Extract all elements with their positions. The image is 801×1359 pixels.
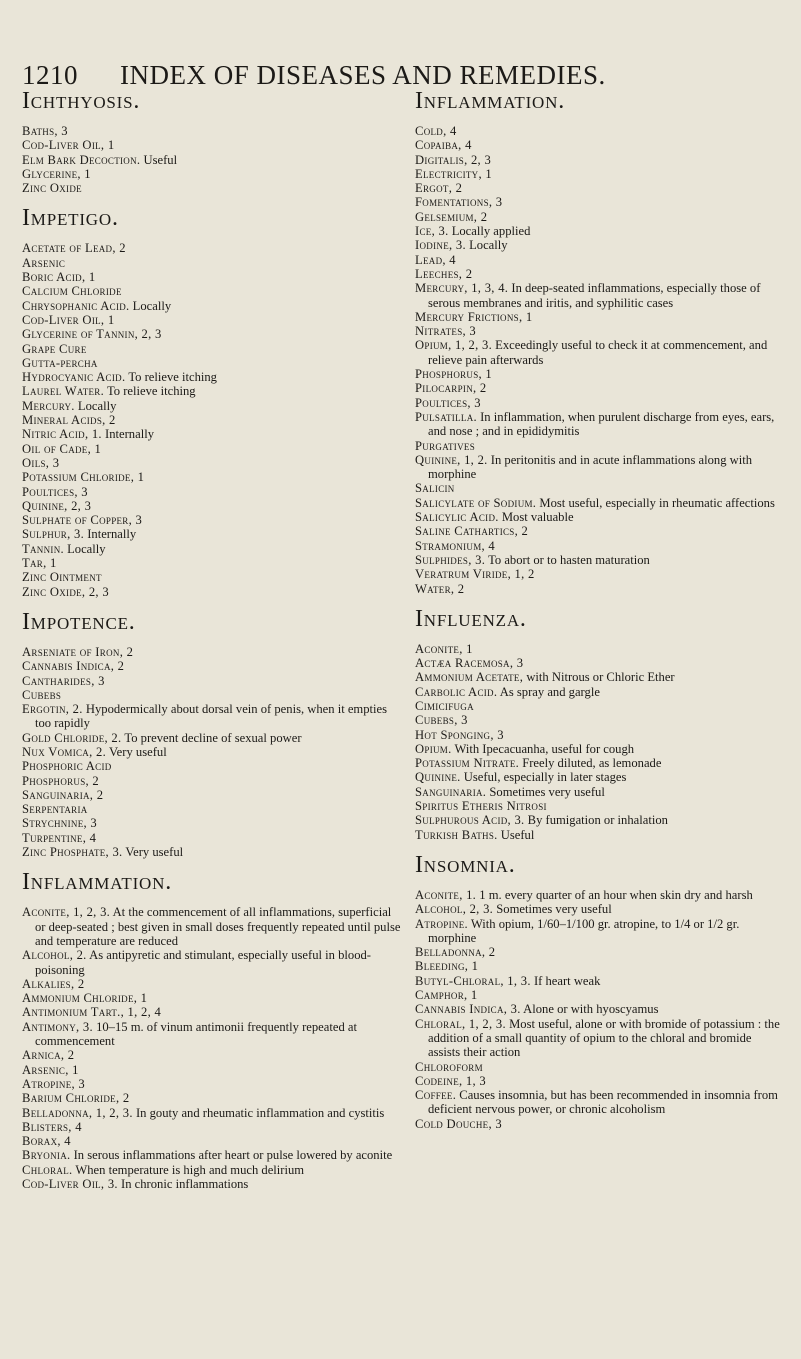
remedy-name: Butyl-Chloral, 1, 3.: [415, 973, 531, 988]
remedy-note: Locally applied: [448, 224, 531, 239]
remedy-name: Salicin: [415, 481, 455, 496]
remedy-name: Electricity, 1: [415, 166, 492, 181]
remedy-name: Bryonia.: [22, 1148, 71, 1163]
remedy-note: 1 m. every quarter of an hour when skin dry and harsh: [476, 887, 753, 902]
remedy-name: Veratrum Viride, 1, 2: [415, 567, 535, 582]
index-entry: [415, 1060, 783, 1074]
index-entry: [415, 917, 783, 946]
index-entry: [22, 556, 402, 570]
index-entry: [22, 688, 402, 702]
index-entry: [22, 1120, 402, 1134]
index-entry: [415, 553, 783, 567]
index-entry: [22, 816, 402, 830]
remedy-name: Cantharides, 3: [22, 673, 105, 688]
section-heading-insomnia: Insomnia.: [415, 851, 516, 878]
index-entry: [415, 324, 783, 338]
remedy-name: Arseniate of Iron, 2: [22, 644, 134, 659]
section-gap: [22, 195, 402, 205]
remedy-name: Cubebs: [22, 687, 62, 702]
remedy-note: As spray and gargle: [497, 684, 600, 699]
remedy-note: Hypodermically about dorsal vein of penis, when it empties too rapidly: [35, 702, 388, 731]
index-entry: [415, 267, 783, 281]
remedy-name: Potassium Chloride, 1: [22, 470, 145, 485]
remedy-note: Causes insomnia, but has been recommended in insomnia from deficient nervous power, or chronic alcoholism: [428, 1088, 778, 1117]
remedy-note: Sometimes very useful: [486, 784, 605, 799]
index-entry: [22, 427, 402, 441]
index-entry: [22, 384, 402, 398]
remedy-name: Turpentine, 4: [22, 830, 97, 845]
index-entry: [22, 513, 402, 527]
index-entry: [22, 327, 402, 341]
remedy-name: Actæa Racemosa, 3: [415, 656, 524, 671]
remedy-name: Cubebs, 3: [415, 713, 468, 728]
remedy-name: Cod-Liver Oil, 1: [22, 312, 115, 327]
remedy-name: Sulphurous Acid, 3.: [415, 813, 525, 828]
remedy-name: Alkalies, 2: [22, 976, 85, 991]
remedy-name: Boric Acid, 1: [22, 270, 96, 285]
index-entry: [415, 728, 783, 742]
index-entry: [415, 567, 783, 581]
index-entry: [22, 948, 402, 977]
index-entry: [415, 742, 783, 756]
remedy-name: Hydrocyanic Acid.: [22, 370, 126, 385]
remedy-name: Cimicifuga: [415, 698, 474, 713]
index-entry: [415, 510, 783, 524]
remedy-note: With Ipecacuanha, useful for cough: [451, 741, 635, 756]
remedy-name: Sanguinaria, 2: [22, 787, 104, 802]
index-entry: [22, 138, 402, 152]
remedy-name: Nitric Acid, 1.: [22, 427, 102, 442]
remedy-name: Ammonium Chloride, 1: [22, 991, 148, 1006]
remedy-name: Atropine.: [415, 916, 468, 931]
index-entry: [22, 831, 402, 845]
remedy-name: Alcohol, 2.: [22, 948, 87, 963]
remedy-name: Salicylate of Sodium.: [415, 495, 537, 510]
index-entry: [22, 659, 402, 673]
remedy-name: Water, 2: [415, 581, 465, 596]
remedy-name: Phosphorus, 1: [415, 367, 493, 382]
remedy-name: Antimony, 3.: [22, 1019, 93, 1034]
remedy-note: Most valuable: [498, 510, 574, 525]
remedy-name: Mercury Frictions, 1: [415, 309, 533, 324]
index-entry: [22, 370, 402, 384]
index-entry: [22, 342, 402, 356]
section-gap: [415, 842, 783, 852]
entry-list: [415, 888, 783, 1131]
remedy-name: Chrysophanic Acid.: [22, 298, 130, 313]
section-heading-inflammation: Inflammation.: [22, 869, 173, 896]
remedy-name: Serpentaria: [22, 802, 88, 817]
remedy-note: Very useful: [122, 845, 184, 860]
remedy-name: Chloral, 1, 2, 3.: [415, 1016, 506, 1031]
section-heading-impetigo: Impetigo.: [22, 205, 119, 232]
index-entry: [22, 1048, 402, 1062]
index-entry: [415, 210, 783, 224]
remedy-name: Antimonium Tart., 1, 2, 4: [22, 1005, 162, 1020]
index-entry: [22, 845, 402, 859]
remedy-note: Locally: [74, 398, 117, 413]
index-entry: [415, 670, 783, 684]
remedy-note: As antipyretic and stimulant, especially useful in blood-poisoning: [35, 948, 371, 977]
remedy-note: If heart weak: [530, 973, 601, 988]
index-entry: [415, 582, 783, 596]
remedy-note: Exceedingly useful to check it at commencement, and relieve pain afterwards: [428, 338, 768, 367]
remedy-name: Calcium Chloride: [22, 284, 122, 299]
remedy-note: Very useful: [106, 744, 167, 759]
remedy-name: Pulsatilla.: [415, 409, 477, 424]
remedy-name: Mercury, 1, 3, 4.: [415, 281, 509, 296]
remedy-name: Laurel Water.: [22, 384, 105, 399]
section-heading-inflammation: Inflammation.: [415, 88, 566, 114]
index-entry: [22, 645, 402, 659]
index-entry: [415, 945, 783, 959]
remedy-name: Zinc Oxide, 2, 3: [22, 584, 109, 599]
remedy-name: Oils, 3: [22, 455, 60, 470]
index-entry: [22, 759, 402, 773]
remedy-name: Strychnine, 3: [22, 816, 97, 831]
index-entry: [415, 813, 783, 827]
index-entry: [22, 788, 402, 802]
remedy-note: In serous inflammations after heart or pulse lowered by aconite: [70, 1148, 393, 1163]
remedy-name: Elm Bark Decoction.: [22, 152, 141, 167]
remedy-name: Leeches, 2: [415, 266, 473, 281]
remedy-name: Quinine, 1, 2.: [415, 452, 488, 467]
index-entry: [415, 713, 783, 727]
remedy-name: Chloroform: [415, 1059, 483, 1074]
index-entry: [415, 439, 783, 453]
remedy-name: Borax, 4: [22, 1134, 71, 1149]
index-entry: [22, 802, 402, 816]
entry-list: [415, 642, 783, 842]
index-entry: [22, 442, 402, 456]
index-entry: [415, 1017, 783, 1060]
index-entry: [22, 542, 402, 556]
remedy-name: Camphor, 1: [415, 988, 478, 1003]
index-entry: [415, 524, 783, 538]
index-entry: [415, 1002, 783, 1016]
index-entry: [22, 270, 402, 284]
index-entry: [415, 756, 783, 770]
remedy-name: Mercury.: [22, 398, 75, 413]
remedy-note: By fumigation or inhalation: [524, 813, 668, 828]
remedy-note: In deep-seated inflammations, especially those of serous membranes and iritis, and syphilitic cases: [428, 281, 761, 310]
index-entry: [22, 167, 402, 181]
remedy-note: with Nitrous or Chloric Ether: [523, 670, 675, 685]
index-entry: [415, 685, 783, 699]
remedy-name: Saline Cathartics, 2: [415, 524, 529, 539]
remedy-name: Gold Chloride, 2.: [22, 730, 122, 745]
remedy-name: Aconite, 1.: [415, 887, 477, 902]
remedy-note: Internally: [101, 427, 154, 442]
index-entry: [22, 585, 402, 599]
remedy-name: Arsenic, 1: [22, 1062, 79, 1077]
remedy-name: Quinine.: [415, 770, 461, 785]
remedy-note: Locally: [465, 238, 508, 253]
remedy-name: Ice, 3.: [415, 224, 449, 239]
section-heading-influenza: Influenza.: [415, 605, 527, 632]
index-entry: [415, 338, 783, 367]
remedy-note: In inflammation, when purulent discharge from eyes, ears, and nose ; and in epididymitis: [428, 409, 775, 439]
remedy-name: Opium, 1, 2, 3.: [415, 338, 493, 353]
remedy-name: Ergotin, 2.: [22, 702, 83, 717]
remedy-note: With opium, 1/60–1/100 gr. atropine, to 1/4 or 1/2 gr. morphine: [428, 916, 740, 945]
remedy-name: Gutta-percha: [22, 355, 98, 370]
remedy-name: Coffee.: [415, 1088, 457, 1103]
index-entry: [415, 1117, 783, 1131]
index-entry: [415, 310, 783, 324]
index-entry: [415, 902, 783, 916]
remedy-note: Alone or with hyoscyamus: [520, 1002, 659, 1017]
remedy-name: Potassium Nitrate.: [415, 756, 520, 771]
index-entry: [415, 642, 783, 656]
index-entry: [415, 281, 783, 310]
index-entry: [415, 453, 783, 482]
remedy-note: To abort or to hasten maturation: [485, 552, 650, 567]
running-header: [0, 58, 801, 92]
index-entry: [22, 991, 402, 1005]
index-entry: [22, 731, 402, 745]
index-entry: [22, 399, 402, 413]
entry-list: [22, 905, 402, 1191]
remedy-note: Most useful, especially in rheumatic affections: [536, 495, 775, 510]
index-entry: [415, 167, 783, 181]
index-entry: [415, 253, 783, 267]
remedy-name: Copaiba, 4: [415, 138, 472, 153]
entry-list: [22, 124, 402, 195]
index-entry: [22, 977, 402, 991]
index-entry: [22, 1063, 402, 1077]
remedy-name: Aconite, 1: [415, 641, 473, 656]
remedy-name: Phosphorus, 2: [22, 773, 100, 788]
remedy-name: Carbolic Acid.: [415, 684, 498, 699]
remedy-name: Oil of Cade, 1: [22, 441, 102, 456]
remedy-note: Freely diluted, as lemonade: [519, 756, 662, 771]
remedy-name: Cannabis Indica, 2: [22, 659, 125, 674]
index-entry: [22, 1077, 402, 1091]
index-entry: [22, 356, 402, 370]
index-entry: [22, 299, 402, 313]
remedy-name: Poultices, 3: [22, 484, 88, 499]
index-entry: [415, 539, 783, 553]
entry-list: [22, 645, 402, 859]
remedy-name: Ergot, 2: [415, 181, 463, 196]
remedy-name: Cod-Liver Oil, 1: [22, 138, 115, 153]
index-entry: [415, 124, 783, 138]
index-entry: [415, 238, 783, 252]
remedy-name: Lead, 4: [415, 252, 456, 267]
index-entry: [22, 241, 402, 255]
remedy-name: Glycerine of Tannin, 2, 3: [22, 327, 162, 342]
left-column: [22, 88, 402, 1191]
index-entry: [22, 470, 402, 484]
remedy-name: Salicylic Acid.: [415, 510, 499, 525]
remedy-name: Arsenic: [22, 255, 66, 270]
remedy-name: Cold Douche, 3: [415, 1116, 502, 1131]
remedy-note: Useful: [140, 152, 178, 167]
remedy-name: Spiritus Etheris Nitrosi: [415, 799, 547, 814]
index-entry: [415, 396, 783, 410]
page-number: 1210: [22, 60, 78, 90]
index-entry: [415, 381, 783, 395]
index-entry: [22, 702, 402, 731]
index-entry: [415, 153, 783, 167]
remedy-note: Locally: [63, 541, 106, 556]
index-entry: [415, 770, 783, 784]
remedy-note: To relieve itching: [125, 370, 217, 385]
section-heading-ichthyosis: Ichthyosis.: [22, 88, 141, 114]
remedy-name: Ammonium Acetate,: [415, 670, 524, 685]
index-entry: [415, 785, 783, 799]
remedy-note: Most useful, alone or with bromide of potassium : the addition of a small quantity of opium to the chloral and bromide assists their action: [428, 1016, 780, 1060]
index-entry: [415, 888, 783, 902]
index-entry: [22, 1020, 402, 1049]
remedy-name: Sulphate of Copper, 3: [22, 513, 143, 528]
remedy-note: When temperature is high and much delirium: [72, 1162, 305, 1177]
remedy-name: Nitrates, 3: [415, 324, 476, 339]
index-entry: [415, 181, 783, 195]
index-entry: [22, 485, 402, 499]
remedy-name: Cod-Liver Oil, 3.: [22, 1177, 118, 1191]
remedy-note: To relieve itching: [104, 384, 196, 399]
index-entry: [415, 828, 783, 842]
index-entry: [22, 256, 402, 270]
index-entry: [415, 699, 783, 713]
index-entry: [22, 745, 402, 759]
remedy-name: Phosphoric Acid: [22, 759, 112, 774]
remedy-name: Fomentations, 3: [415, 195, 503, 210]
remedy-note: At the commencement of all inflammations, superficial or deep-seated ; best given in small doses frequently repeated until pulse and temperature are reduced: [35, 905, 401, 948]
right-column: [415, 88, 783, 1131]
remedy-note: In chronic inflammations: [117, 1177, 249, 1191]
index-entry: [22, 124, 402, 138]
remedy-name: Aconite, 1, 2, 3.: [22, 905, 111, 920]
remedy-name: Zinc Phosphate, 3.: [22, 845, 123, 860]
index-entry: [22, 570, 402, 584]
remedy-name: Zinc Ointment: [22, 570, 102, 585]
index-entry: [415, 195, 783, 209]
index-entry: [22, 1134, 402, 1148]
entry-list: [415, 124, 783, 596]
remedy-name: Tar, 1: [22, 556, 57, 571]
index-entry: [22, 499, 402, 513]
index-entry: [415, 988, 783, 1002]
entry-list: [22, 241, 402, 598]
remedy-name: Alcohol, 2, 3.: [415, 902, 494, 917]
remedy-name: Codeine, 1, 3: [415, 1073, 486, 1088]
remedy-name: Digitalis, 2, 3: [415, 152, 492, 167]
section-gap: [415, 596, 783, 606]
remedy-name: Cold, 4: [415, 124, 457, 138]
index-entry: [415, 799, 783, 813]
remedy-note: In peritonitis and in acute inflammations along with morphine: [428, 452, 753, 482]
index-entry: [22, 1005, 402, 1019]
remedy-name: Zinc Oxide: [22, 181, 82, 196]
remedy-name: Iodine, 3.: [415, 238, 466, 253]
index-entry: [415, 410, 783, 439]
remedy-name: Turkish Baths.: [415, 827, 498, 842]
remedy-name: Barium Chloride, 2: [22, 1091, 130, 1106]
index-entry: [415, 1074, 783, 1088]
remedy-name: Sulphides, 3.: [415, 552, 486, 567]
remedy-note: Useful: [497, 827, 535, 842]
index-entry: [415, 1088, 783, 1117]
remedy-name: Grape Cure: [22, 341, 87, 356]
remedy-name: Tannin.: [22, 541, 64, 556]
remedy-name: Chloral.: [22, 1162, 73, 1177]
remedy-name: Blisters, 4: [22, 1119, 82, 1134]
page-title: INDEX OF DISEASES AND REMEDIES.: [120, 60, 606, 90]
index-entry: [415, 138, 783, 152]
index-entry: [22, 313, 402, 327]
remedy-name: Sanguinaria.: [415, 784, 487, 799]
index-entry: [22, 1177, 402, 1191]
index-entry: [22, 1163, 402, 1177]
remedy-name: Stramonium, 4: [415, 538, 495, 553]
remedy-name: Glycerine, 1: [22, 166, 91, 181]
remedy-name: Atropine, 3: [22, 1076, 85, 1091]
remedy-name: Purgatives: [415, 438, 476, 453]
index-entry: [22, 1106, 402, 1120]
remedy-note: Sometimes very useful: [493, 902, 612, 917]
index-entry: [22, 181, 402, 195]
index-entry: [22, 1148, 402, 1162]
remedy-note: Internally: [84, 527, 137, 542]
index-entry: [22, 774, 402, 788]
remedy-name: Hot Sponging, 3: [415, 727, 504, 742]
index-entry: [415, 224, 783, 238]
remedy-name: Pilocarpin, 2: [415, 381, 487, 396]
remedy-name: Nux Vomica, 2.: [22, 744, 107, 759]
remedy-name: Arnica, 2: [22, 1048, 75, 1063]
index-entry: [415, 481, 783, 495]
remedy-name: Sulphur, 3.: [22, 527, 85, 542]
index-entry: [22, 413, 402, 427]
index-entry: [22, 905, 402, 948]
index-entry: [415, 656, 783, 670]
section-gap: [22, 859, 402, 869]
index-entry: [415, 974, 783, 988]
index-entry: [22, 284, 402, 298]
remedy-note: 10–15 m. of vinum antimonii frequently repeated at commencement: [35, 1019, 357, 1049]
remedy-note: Useful, especially in later stages: [460, 770, 627, 785]
index-entry: [22, 1091, 402, 1105]
remedy-name: Belladonna, 1, 2, 3.: [22, 1105, 133, 1120]
section-heading-impotence: Impotence.: [22, 608, 136, 635]
index-entry: [415, 959, 783, 973]
remedy-name: Quinine, 2, 3: [22, 498, 92, 513]
remedy-note: Locally: [129, 298, 172, 313]
remedy-name: Poultices, 3: [415, 395, 481, 410]
section-gap: [22, 599, 402, 609]
remedy-name: Opium.: [415, 741, 452, 756]
remedy-name: Belladonna, 2: [415, 945, 496, 960]
remedy-name: Mineral Acids, 2: [22, 413, 116, 428]
remedy-note: To prevent decline of sexual power: [121, 730, 302, 745]
remedy-name: Cannabis Indica, 3.: [415, 1002, 521, 1017]
index-entry: [415, 367, 783, 381]
remedy-note: In gouty and rheumatic inflammation and cystitis: [132, 1105, 385, 1120]
index-entry: [22, 674, 402, 688]
remedy-name: Gelsemium, 2: [415, 209, 488, 224]
index-entry: [415, 496, 783, 510]
index-entry: [22, 153, 402, 167]
remedy-name: Bleeding, 1: [415, 959, 479, 974]
index-entry: [22, 527, 402, 541]
remedy-name: Acetate of Lead, 2: [22, 241, 126, 256]
index-entry: [22, 456, 402, 470]
remedy-name: Baths, 3: [22, 124, 68, 138]
